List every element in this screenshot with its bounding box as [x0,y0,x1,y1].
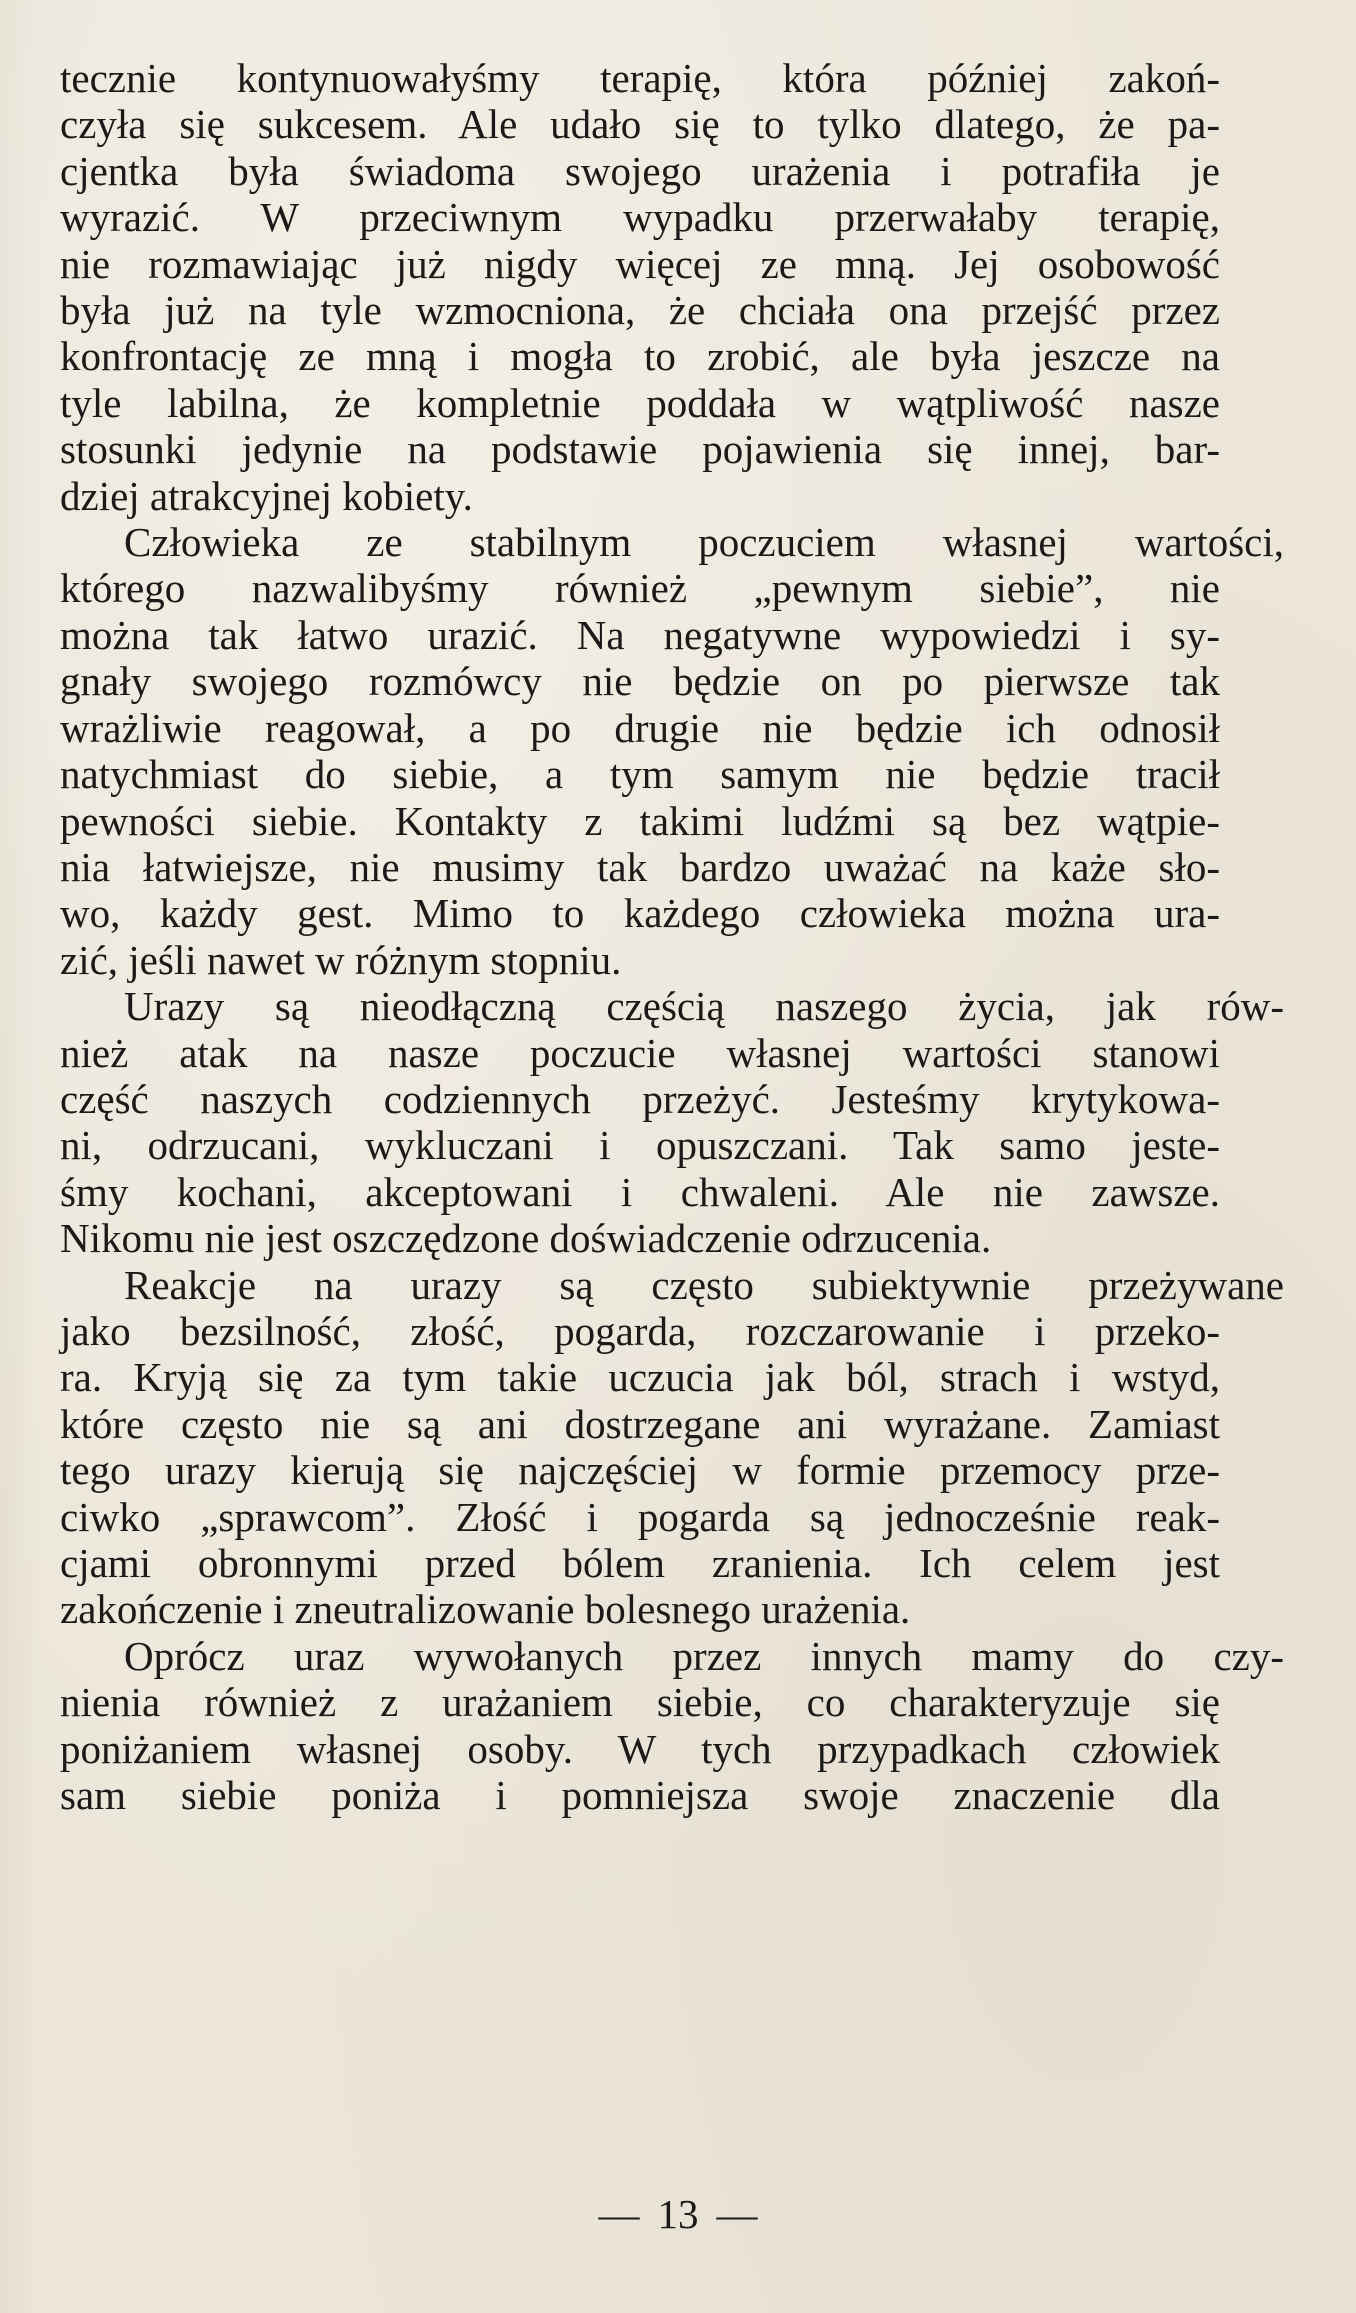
text-line: Człowieka ze stabilnym poczuciem własnej wartości, [124,519,1284,566]
text-line: Oprócz uraz wywołanych przez innych mamy do czy- [124,1632,1284,1679]
text-line: była już na tyle wzmocniona, że chciała ona przejść przez [60,287,1220,334]
paragraph [60,519,1284,983]
text-line: pewności siebie. Kontakty z takimi ludźmi są bez wątpie- [60,797,1220,844]
text-line: ra. Kryją się za tym takie uczucia jak ból, strach i wstyd, [60,1354,1220,1401]
text-line: ni, odrzucani, wykluczani i opuszczani. Tak samo jeste- [60,1122,1220,1169]
page-number-value: 13 [657,2191,699,2237]
page-number-dash-right: — [716,2191,758,2237]
text-line: nież atak na nasze poczucie własnej wartości stanowi [60,1029,1220,1076]
text-line: wrażliwie reagował, a po drugie nie będzie ich odnosił [60,704,1220,751]
text-line: które często nie są ani dostrzegane ani wyrażane. Zamiast [60,1400,1220,1447]
text-line: gnały swojego rozmówcy nie będzie on po pierwsze tak [60,658,1220,705]
text-line: stosunki jedynie na podstawie pojawienia się innej, bar- [60,426,1220,473]
text-line: cjami obronnymi przed bólem zranienia. Ich celem jest [60,1540,1220,1586]
text-line: ciwko „sprawcom”. Złość i pogarda są jednocześnie reak- [60,1493,1220,1540]
text-line: dziej atrakcyjnej kobiety. [60,472,473,519]
text-line: wo, każdy gest. Mimo to każdego człowieka można ura- [60,890,1220,937]
text-line: poniżaniem własnej osoby. W tych przypadkach człowiek [60,1725,1220,1772]
page-number [0,2190,1356,2238]
paragraph [60,1632,1284,1819]
text-line: konfrontację ze mną i mogła to zrobić, ale była jeszcze na [60,333,1220,380]
text-line: którego nazwalibyśmy również „pewnym siebie”, nie [60,565,1220,612]
paragraph [60,1261,1284,1633]
text-line: nia łatwiejsze, nie musimy tak bardzo uważać na każe sło- [60,843,1220,890]
page-text-body [60,55,1284,2255]
text-line: jako bezsilność, złość, pogarda, rozczarowanie i przeko- [60,1307,1220,1354]
text-line: Urazy są nieodłączną częścią naszego życia, jak rów- [124,983,1284,1030]
text-line: tyle labilna, że kompletnie poddała w wątpliwość nasze [60,379,1220,426]
text-line: część naszych codziennych przeżyć. Jesteśmy krytykowa- [60,1075,1220,1122]
text-line: zakończenie i zneutralizowanie bolesnego urażenia. [60,1586,911,1633]
text-line: wyrazić. W przeciwnym wypadku przerwałaby terapię, [60,194,1220,241]
paragraph [60,55,1220,519]
paragraph [60,983,1284,1262]
text-line: sam siebie poniża i pomniejsza swoje znaczenie dla [60,1772,1220,1819]
page-number-dash-left: — [598,2191,640,2237]
text-line: śmy kochani, akceptowani i chwaleni. Ale nie zawsze. [60,1168,1220,1215]
text-line: zić, jeśli nawet w różnym stopniu. [60,936,622,983]
text-line: nie rozmawiając już nigdy więcej ze mną. Jej osobowość [60,240,1220,287]
text-line: tecznie kontynuowałyśmy terapię, która później zakoń- [60,55,1220,101]
text-line: Nikomu nie jest oszczędzone doświadczenie odrzucenia. [60,1215,992,1262]
text-line: czyła się sukcesem. Ale udało się to tylko dlatego, że pa- [60,101,1220,148]
text-line: Reakcje na urazy są często subiektywnie przeżywane [124,1261,1284,1308]
text-line: cjentka była świadoma swojego urażenia i potrafiła je [60,147,1220,194]
text-line: tego urazy kierują się najczęściej w formie przemocy prze- [60,1447,1220,1494]
text-line: nienia również z urażaniem siebie, co charakteryzuje się [60,1679,1220,1726]
text-line: można tak łatwo urazić. Na negatywne wypowiedzi i sy- [60,611,1220,658]
text-line: natychmiast do siebie, a tym samym nie będzie tracił [60,751,1220,798]
